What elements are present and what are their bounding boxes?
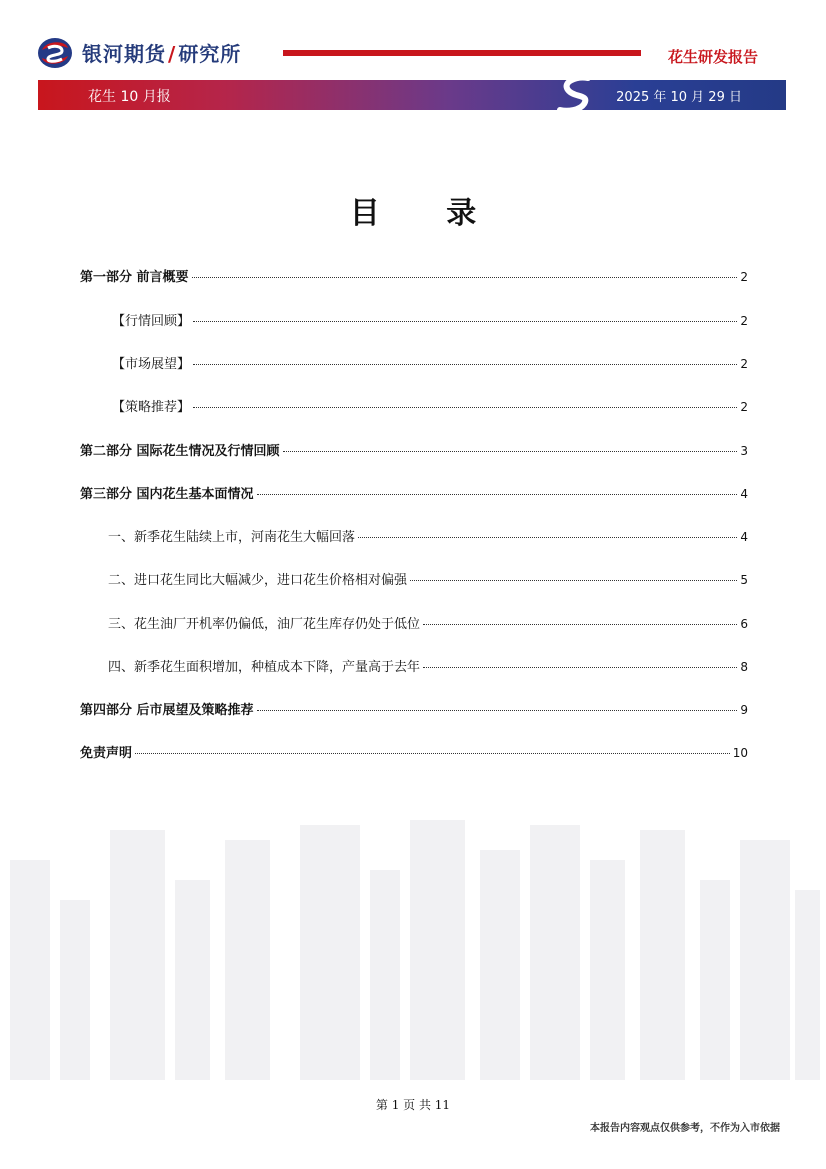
toc-leader [193,364,737,365]
toc-leader [192,277,738,278]
toc-entry-label: 免责声明 [80,746,133,761]
toc-entry[interactable] [112,396,748,416]
toc-entry-label: 第一部分 前言概要 [80,270,189,285]
toc-entry-label: 第四部分 后市展望及策略推荐 [80,703,254,718]
toc-entry[interactable] [80,266,748,286]
toc-entry-label: 三、花生油厂开机率仍偏低，油厂花生库存仍处于低位 [108,617,421,632]
toc-entry-page: 3 [740,444,748,458]
toc-entry-page: 2 [740,357,748,371]
report-type: 花生研发报告 [667,48,758,66]
toc-entry-page: 10 [732,746,748,760]
toc-entry[interactable] [108,613,748,633]
toc-entry-label: 二、进口花生同比大幅减少，进口花生价格相对偏强 [108,573,408,588]
report-name: 花生 10 月报 [88,89,171,105]
toc-entry-page: 2 [740,400,748,414]
toc-entry[interactable] [108,656,748,676]
toc-leader [283,451,738,452]
toc-entry-page: 2 [740,270,748,284]
toc-leader [410,580,737,581]
toc-entry[interactable] [108,569,748,589]
toc-entry[interactable] [80,440,748,460]
skyline-watermark [0,820,826,1080]
brand-unit: 研究所 [178,42,242,66]
toc-leader [193,321,737,322]
toc-entry[interactable] [80,742,748,762]
toc-entry-page: 4 [740,487,748,501]
toc-leader [423,624,737,625]
s-swoosh-icon [554,74,598,114]
toc-entry-page: 4 [740,530,748,544]
toc-entry[interactable] [108,526,748,546]
toc-title: 目 录 [349,196,505,231]
toc-entry-label: 一、新季花生陆续上市，河南花生大幅回落 [108,530,356,545]
toc-entry-page: 9 [740,703,748,717]
toc-entry-label: 第二部分 国际花生情况及行情回顾 [80,444,280,459]
header-banner [38,80,786,110]
page-number: 第 1 页 共 11 [375,1098,451,1112]
toc-leader [257,710,738,711]
toc-entry-page: 5 [740,573,748,587]
toc-entry-page: 8 [740,660,748,674]
brand-title [82,38,241,67]
toc-entry-page: 2 [740,314,748,328]
galaxy-logo-icon [36,36,74,70]
toc-entry-label: 【市场展望】 [112,357,191,372]
toc-leader [257,494,738,495]
header-red-rule [283,50,641,56]
toc-leader [193,407,737,408]
brand-name: 银河期货 [82,42,166,66]
toc-leader [423,667,737,668]
toc-entry-page: 6 [740,617,748,631]
toc-entry[interactable] [80,483,748,503]
toc-entry[interactable] [112,353,748,373]
toc-entry[interactable] [112,310,748,330]
report-date: 2025 年 10 月 29 日 [616,90,742,105]
toc-entry-label: 四、新季花生面积增加，种植成本下降，产量高于去年 [108,660,421,675]
toc-entry[interactable] [80,699,748,719]
toc-leader [358,537,737,538]
footer-disclaimer: 本报告内容观点仅供参考，不作为入市依据 [590,1123,780,1134]
toc-entry-label: 【行情回顾】 [112,314,191,329]
toc-entry-label: 【策略推荐】 [112,400,191,415]
toc-entry-label: 第三部分 国内花生基本面情况 [80,487,254,502]
brand-slash: / [168,42,177,66]
toc-leader [135,753,730,754]
